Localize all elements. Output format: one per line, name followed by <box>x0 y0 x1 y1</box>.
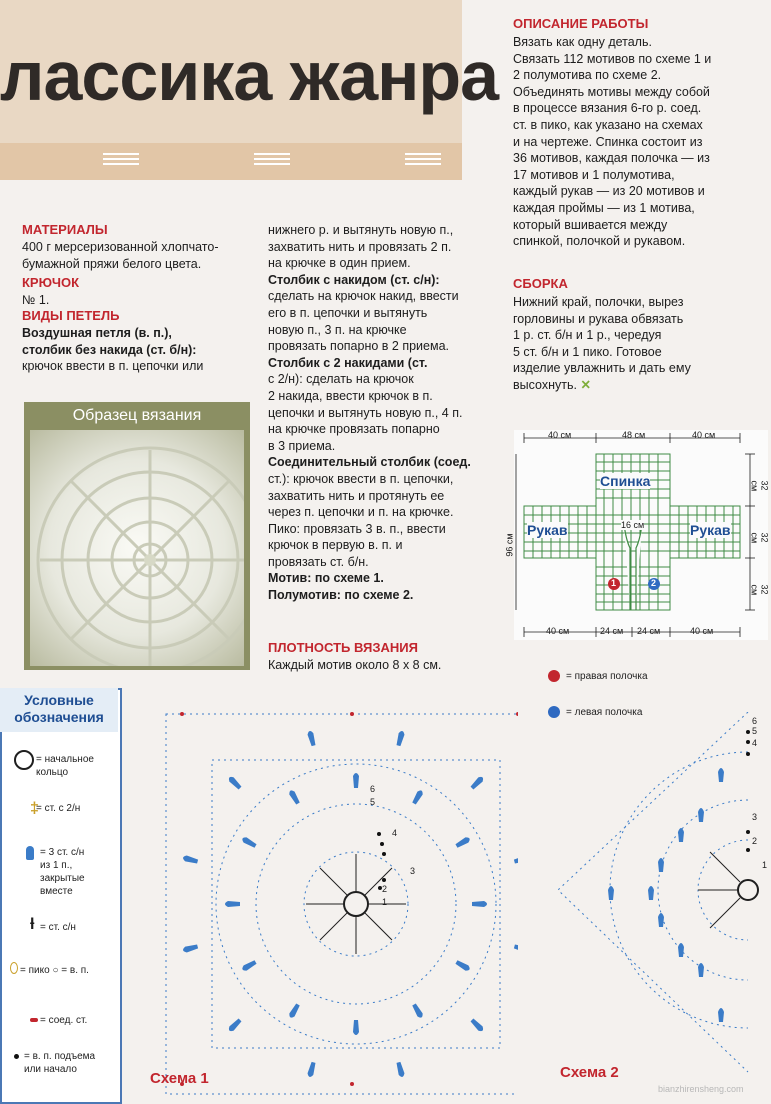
description-text: Вязать как одну деталь. Связать 112 мотивов по схеме 1 и 2 полумотива по схеме 2. Объединять мотивы между собой в процессе вязания 6-го р. соед. ст. в пико, как указано на схемах и на чертеже. Спинка состоит из 36 мотивов, каждая полочка — из 17 мотивов и 1 полумотива, каждый рукав — из 20 мотивов и каждая проймы — из 1 мотива, который вшивается между спинкой, полочкой и рукавом. <box>513 35 712 249</box>
scheme-1-caption: Схема 1 <box>150 1070 209 1087</box>
density-text: Каждый мотив около 8 x 8 см. <box>268 658 442 672</box>
row-mark-1: 1 <box>382 897 388 907</box>
ornament-icon <box>103 150 139 172</box>
scheme-1-diagram <box>122 684 518 1096</box>
row-mark-6: 6 <box>370 784 376 794</box>
key-left-front: = левая полочка <box>566 707 643 718</box>
dim-bottom-3: 24 см <box>637 626 661 636</box>
dim-top-left: 40 см <box>548 430 572 440</box>
label-sleeve-right: Рукав <box>690 522 731 538</box>
s2-row-4: 4 <box>752 738 758 748</box>
label-sleeve-left: Рукав <box>527 522 568 538</box>
dim-bottom-1: 40 см <box>546 626 570 636</box>
dim-right-3: 32 см <box>749 584 770 596</box>
key-right-front: = правая полочка <box>566 671 648 682</box>
cluster-icon <box>26 846 34 860</box>
scheme-2-diagram <box>548 712 770 1092</box>
description-header: ОПИСАНИЕ РАБОТЫ <box>513 16 649 31</box>
stitches-header: ВИДЫ ПЕТЕЛЬ <box>22 308 120 323</box>
key-right-front-icon <box>548 670 560 682</box>
legend-item-dc2: = ст. с 2/н <box>36 803 81 814</box>
dim-right-2: 32 см <box>749 532 770 544</box>
row-mark-4: 4 <box>392 828 398 838</box>
label-back: Спинка <box>600 473 651 489</box>
s2-row-5: 5 <box>752 726 758 736</box>
watermark: bianzhirensheng.com <box>658 1084 744 1094</box>
dim-right-1: 32 см <box>749 480 770 492</box>
legend-item-ring: = начальное кольцо <box>36 754 94 778</box>
legend-item-dc: = ст. с/н <box>40 922 76 933</box>
hook-text: № 1. <box>22 293 50 307</box>
stitches-text: Воздушная петля (в. п.), столбик без накида (ст. б/н): крючок ввести в п. цепочки или <box>22 326 204 374</box>
page-title: лассика жанра <box>0 37 499 115</box>
s2-row-2: 2 <box>752 836 758 846</box>
label-neck: 16 см <box>621 520 645 530</box>
end-mark-icon: ✕ <box>580 377 591 392</box>
starting-ring-icon <box>14 750 34 770</box>
materials-header: МАТЕРИАЛЫ <box>22 222 108 237</box>
s2-row-1: 1 <box>762 860 768 870</box>
row-mark-5: 5 <box>370 797 376 807</box>
row-mark-2: 2 <box>382 884 388 894</box>
dim-left: 96 см <box>504 533 515 557</box>
dim-bottom-2: 24 см <box>600 626 624 636</box>
num-right-front: 1 <box>611 578 617 588</box>
scheme-2-caption: Схема 2 <box>560 1064 619 1081</box>
legend-item-picot: = пико ○ = в. п. <box>20 965 89 976</box>
legend-item-turning: = в. п. подъема или начало <box>24 1051 96 1075</box>
ornament-icon <box>254 150 290 172</box>
dim-top-right: 40 см <box>692 430 716 440</box>
dim-top-center: 48 см <box>622 430 646 440</box>
density-header: ПЛОТНОСТЬ ВЯЗАНИЯ <box>268 640 418 655</box>
double-crochet-icon: ƚ <box>30 916 35 933</box>
dim-bottom-4: 40 см <box>690 626 714 636</box>
ornament-icon <box>405 150 441 172</box>
legend-item-cluster: = 3 ст. с/н из 1 п., закрытые вместе <box>40 847 85 897</box>
row-mark-3: 3 <box>410 866 416 876</box>
banner-strip <box>0 143 462 180</box>
s2-row-6: 6 <box>752 716 758 726</box>
legend-item-slip: = соед. ст. <box>40 1015 88 1026</box>
turning-chain-icon <box>14 1054 19 1059</box>
materials-text: 400 г мерсеризованной хлопчато- бумажной пряжи белого цвета. <box>22 240 219 271</box>
s2-row-3: 3 <box>752 812 758 822</box>
assembly-header: СБОРКА <box>513 276 568 291</box>
hook-header: КРЮЧОК <box>22 275 80 290</box>
double-crochet-2-icon: ‡ <box>30 800 39 817</box>
photo-label: Образец вязания <box>72 407 202 424</box>
assembly-text: Нижний край, полочки, вырез горловины и рукава обвязать 1 р. ст. б/н и 1 р., чередуя 5 ст. б/н и 1 пико. Готовое изделие увлажнить и дать ему высохнуть. ✕ <box>513 295 691 392</box>
picot-icon <box>10 962 18 974</box>
sample-photo-image <box>30 430 244 666</box>
num-left-front: 2 <box>651 578 657 588</box>
stitches-text-continued: нижнего р. и вытянуть новую п., захватить нить и провязать 2 п. на крючке в один прием. Столбик с накидом (ст. с/н): сделать на крючок накид, ввести его в п. цепочки и вытянуть новую п., 3 п. на крючке провязать попарно в 2 приема. Столбик с 2 накидами (ст. с 2/н): сделать на крючок 2 накида, ввести крючок в п. цепочки и вытянуть новую п., 4 п. на крючке провязать попарно в 3 приема. Соединительный столбик (соед. ст.): крючок ввести в п. цепочки, захватить нить и протянуть ее через п. цепочки и п. на крючке. Пико: провязать 3 в. п., ввести крючок в первую в. п. и провязать ст. б/н. Мотив: по схеме 1. Полумотив: по схеме 2. <box>268 223 471 603</box>
slip-stitch-icon <box>30 1018 38 1022</box>
legend-title: Условные обозначения <box>0 688 118 732</box>
